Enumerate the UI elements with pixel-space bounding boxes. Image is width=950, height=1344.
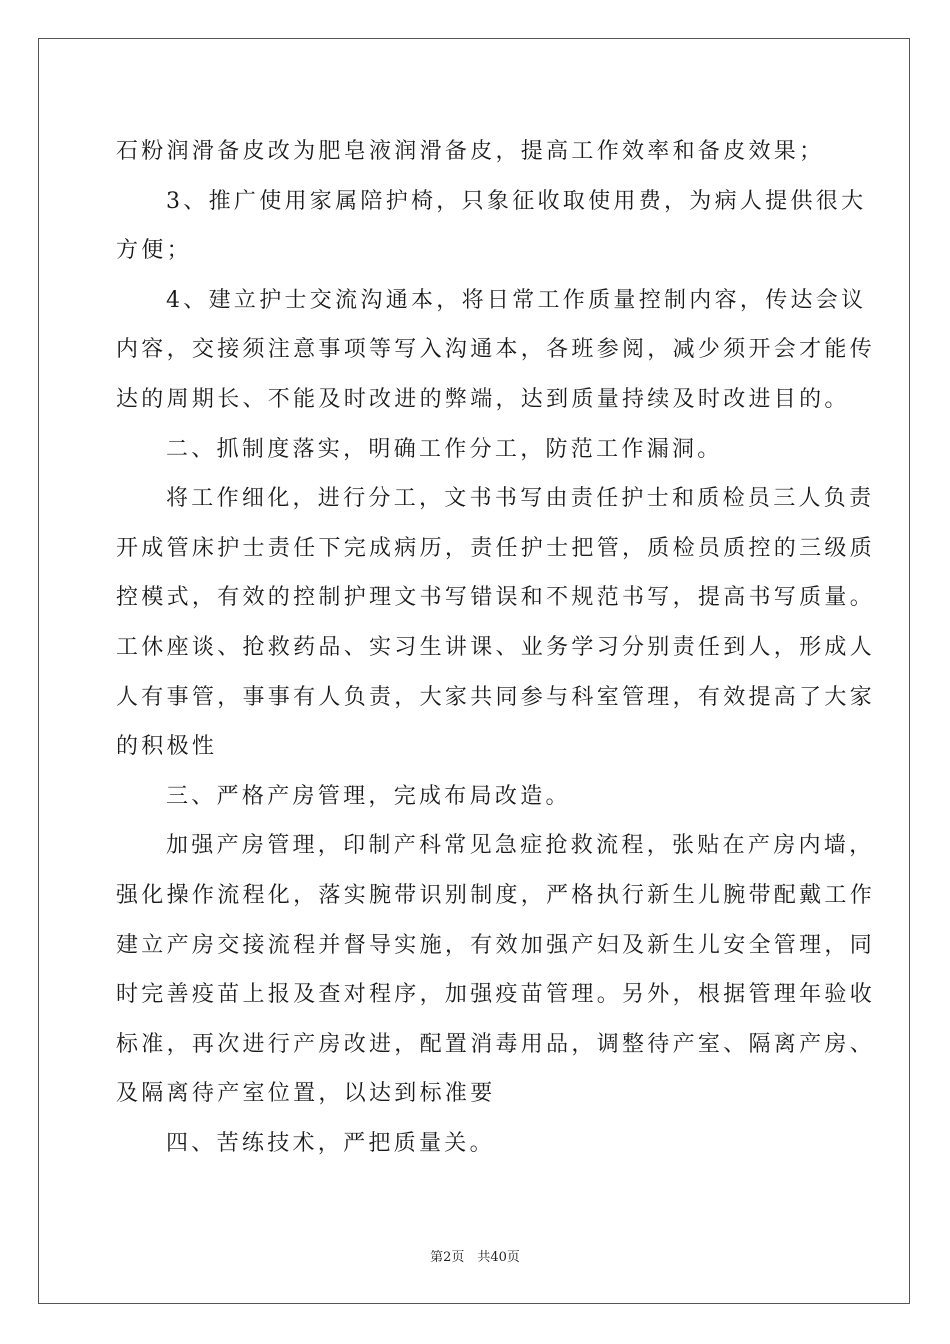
text-line: 将工作细化，进行分工，文书书写由责任护士和质检员三人负责 (166, 486, 875, 512)
text-line: 工休座谈、抢救药品、实习生讲课、业务学习分别责任到人，形成人 (116, 634, 876, 660)
page-number: 第2页 共40页 (430, 1250, 520, 1265)
text-line: 人有事管，事事有人负责，大家共同参与科室管理，有效提高了大家 (116, 684, 876, 710)
text-line: 时完善疫苗上报及查对程序，加强疫苗管理。另外，根据管理年验收 (116, 982, 876, 1008)
text-line: 标准，再次进行产房改进，配置消毒用品，调整待产室、隔离产房、 (116, 1031, 876, 1057)
document-body (116, 127, 876, 1168)
text-line: 内容，交接须注意事项等写入沟通本，各班参阅，减少须开会才能传 (116, 337, 876, 363)
section-heading: 四、苦练技术，严把质量关。 (166, 1130, 495, 1156)
section-heading: 三、严格产房管理，完成布局改造。 (166, 783, 571, 809)
text-line: 方便； (116, 238, 192, 264)
text-line: 石粉润滑备皮改为肥皂液润滑备皮，提高工作效率和备皮效果； (116, 139, 825, 164)
text-line: 及隔离待产室位置，以达到标准要 (116, 1081, 496, 1107)
text-line: 开成管床护士责任下完成病历，责任护士把管，质检员质控的三级质 (116, 535, 876, 561)
text-line: 3、推广使用家属陪护椅，只象征收取使用费，为病人提供很大 (166, 188, 867, 214)
section-heading: 二、抓制度落实，明确工作分工，防范工作漏洞。 (166, 436, 723, 462)
text-line: 达的周期长、不能及时改进的弊端，达到质量持续及时改进目的。 (116, 386, 850, 412)
text-line: 控模式，有效的控制护理文书写错误和不规范书写，提高书写质量。 (116, 585, 876, 611)
text-line: 强化操作流程化，落实腕带识别制度，严格执行新生儿腕带配戴工作 (116, 882, 876, 908)
text-line: 的积极性 (116, 734, 218, 760)
text-line: 建立产房交接流程并督导实施，有效加强产妇及新生儿安全管理，同 (116, 932, 876, 958)
text-line: 加强产房管理，印制产科常见急症抢救流程，张贴在产房内墙， (166, 833, 875, 859)
text-line: 4、建立护士交流沟通本，将日常工作质量控制内容，传达会议 (166, 287, 867, 313)
